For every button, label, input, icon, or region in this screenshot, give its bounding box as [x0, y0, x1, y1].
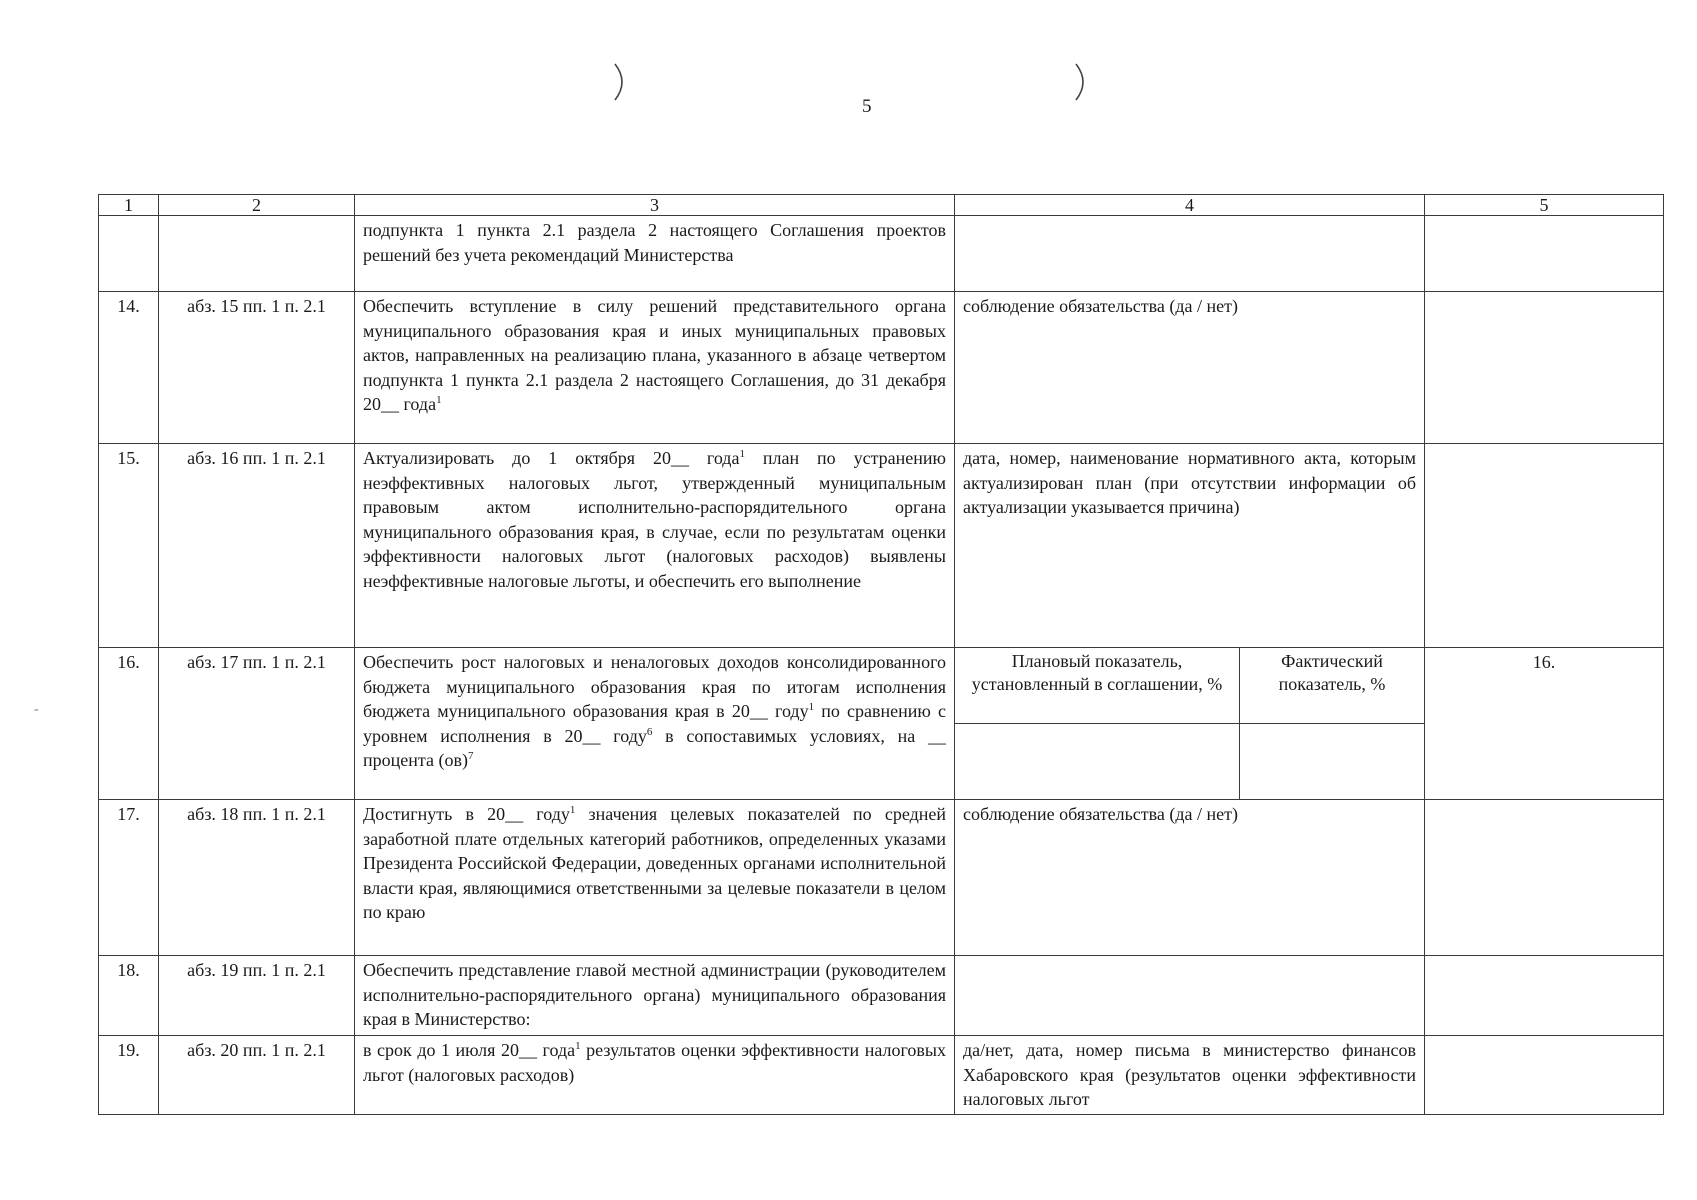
- column-number: 3: [355, 195, 955, 216]
- row-value: [1425, 800, 1664, 956]
- row-indicator: соблюдение обязательства (да / нет): [955, 800, 1425, 956]
- row-number: 18.: [99, 956, 159, 1036]
- row-obligation-text: Обеспечить вступление в силу решений представительного органа муниципального образования края и иных муниципальных правовых актов, направленных на реализацию плана, указанного в абзаце четвертом подпункта 1 пункта 2.1 раздела 2 настоящего Соглашения, до 31 декабря 20__ года$^1$: [355, 292, 955, 444]
- punch-hole-mark: [1073, 62, 1091, 102]
- row-number: 17.: [99, 800, 159, 956]
- row-reference: абз. 16 пп. 1 п. 2.1: [159, 444, 355, 648]
- table-row: [99, 292, 1664, 444]
- plan-indicator-header: Плановый показатель, установленный в соглашении, %: [955, 648, 1240, 724]
- fact-indicator-value: [1240, 724, 1425, 800]
- row-indicator: дата, номер, наименование нормативного акта, которым актуализирован план (при отсутствии информации об актуализации указывается причина): [955, 444, 1425, 648]
- row-value: [1425, 956, 1664, 1036]
- column-number: 4: [955, 195, 1425, 216]
- row-value: [1425, 1036, 1664, 1115]
- table-row: [99, 1036, 1664, 1115]
- page-number: 5: [862, 96, 872, 117]
- row-number: 14.: [99, 292, 159, 444]
- row-indicator: соблюдение обязательства (да / нет): [955, 292, 1425, 444]
- table-row: [99, 216, 1664, 292]
- table-row: [99, 648, 1664, 724]
- row-value: 16.: [1425, 648, 1664, 800]
- row-number: [99, 216, 159, 292]
- row-number: 16.: [99, 648, 159, 800]
- row-obligation-text: в срок до 1 июля 20__ года$^1$ результатов оценки эффективности налоговых льгот (налоговых расходов): [355, 1036, 955, 1115]
- row-reference: абз. 18 пп. 1 п. 2.1: [159, 800, 355, 956]
- scan-artifact: -: [34, 702, 39, 717]
- row-obligation-text: Актуализировать до 1 октября 20__ года$^1$ план по устранению неэффективных налоговых льгот, утвержденный муниципальным правовым актом исполнительно-распорядительного органа муниципального образования края, в случае, если по результатам оценки эффективности налоговых льгот (налоговых расходов) выявлены неэффективные налоговые льготы, и обеспечить его выполнение: [355, 444, 955, 648]
- column-number-row: [99, 195, 1664, 216]
- column-number: 2: [159, 195, 355, 216]
- row-reference: [159, 216, 355, 292]
- row-number: 15.: [99, 444, 159, 648]
- row-value: [1425, 292, 1664, 444]
- row-reference: абз. 15 пп. 1 п. 2.1: [159, 292, 355, 444]
- table-row: [99, 444, 1664, 648]
- column-number: 5: [1425, 195, 1664, 216]
- row-value: [1425, 444, 1664, 648]
- row-obligation-text: Достигнуть в 20__ году$^1$ значения целевых показателей по средней заработной плате отдельных категорий работников, определенных указами Президента Российской Федерации, доведенных органами исполнительной власти края, являющимися ответственными за целевые показатели в целом по краю: [355, 800, 955, 956]
- table-row: [99, 800, 1664, 956]
- row-reference: абз. 20 пп. 1 п. 2.1: [159, 1036, 355, 1115]
- row-indicator: [955, 956, 1425, 1036]
- row-indicator: [955, 216, 1425, 292]
- row-number: 19.: [99, 1036, 159, 1115]
- fact-indicator-header: Фактический показатель, %: [1240, 648, 1425, 724]
- punch-hole-mark: [612, 62, 630, 102]
- row-indicator: да/нет, дата, номер письма в министерство финансов Хабаровского края (результатов оценки эффективности налоговых льгот: [955, 1036, 1425, 1115]
- row-obligation-text: Обеспечить рост налоговых и неналоговых доходов консолидированного бюджета муниципального образования края по итогам исполнения бюджета муниципального образования края в 20__ году$^1$ по сравнению с уровнем исполнения в 20__ году$^6$ в сопоставимых условиях, на __ процента (ов)$^7$: [355, 648, 955, 800]
- column-number: 1: [99, 195, 159, 216]
- obligations-table: [98, 194, 1664, 1115]
- plan-indicator-value: [955, 724, 1240, 800]
- row-reference: абз. 19 пп. 1 п. 2.1: [159, 956, 355, 1036]
- row-reference: абз. 17 пп. 1 п. 2.1: [159, 648, 355, 800]
- table-row: [99, 956, 1664, 1036]
- row-obligation-text: подпункта 1 пункта 2.1 раздела 2 настоящего Соглашения проектов решений без учета рекомендаций Министерства: [355, 216, 955, 292]
- row-value: [1425, 216, 1664, 292]
- row-obligation-text: Обеспечить представление главой местной администрации (руководителем исполнительно-распорядительного органа) муниципального образования края в Министерство:: [355, 956, 955, 1036]
